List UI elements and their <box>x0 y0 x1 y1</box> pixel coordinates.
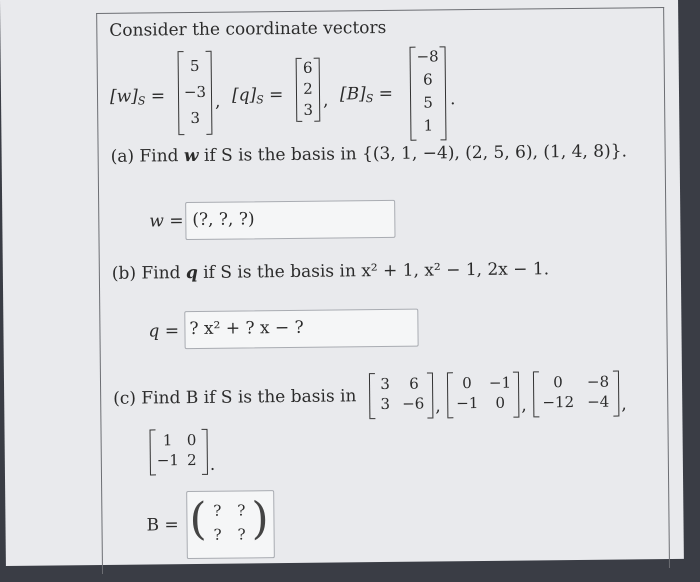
problem-frame <box>96 7 670 574</box>
q-answer-input[interactable] <box>184 309 418 349</box>
basis-matrix-2: 0 −1 −1 0 <box>447 372 519 419</box>
b-vector-matrix: −8 6 5 1 <box>410 46 447 140</box>
basis-matrix-3: 0 −8 −12 −4 <box>533 371 619 418</box>
b-coord-label: $[B]_S$ = <box>339 83 394 106</box>
q-vector-matrix: 6 2 3 <box>296 58 321 122</box>
right-paren: ) <box>251 493 269 545</box>
part-b-prompt: (b) Find q if S is the basis in x² + 1, x² − 1, 2x − 1. <box>111 259 550 284</box>
q-answer-value: ? x² + ? x − ? <box>189 317 304 340</box>
period-2: . <box>209 454 216 475</box>
b-answer-label: B = <box>146 515 179 536</box>
b-answer-input[interactable]: ( ? ? ? ? ) <box>186 490 275 559</box>
comma-3: , <box>435 396 441 417</box>
w-answer-label: w = <box>149 211 184 232</box>
w-coord-label: $[w]_S$ = <box>109 86 166 108</box>
q-coord-label: $[q]_S$ = <box>231 85 284 107</box>
part-a-prompt: (a) Find w if S is the basis in {(3, 1, −4), (2, 5, 6), (1, 4, 8)}. <box>110 141 628 167</box>
period-1: . <box>449 89 456 110</box>
intro-text: Consider the coordinate vectors <box>109 17 387 41</box>
w-vector-matrix: 5 −3 3 <box>178 51 213 135</box>
q-answer-label: q = <box>148 321 180 342</box>
w-answer-input[interactable] <box>185 200 395 240</box>
left-paren: ( <box>189 493 207 546</box>
comma-2: , <box>322 90 329 111</box>
w-answer-value: (?, ?, ?) <box>192 209 255 230</box>
basis-matrix-4: 1 0 −1 2 <box>150 429 208 476</box>
part-c-prompt: (c) Find B if S is the basis in <box>113 386 357 409</box>
basis-matrix-1: 3 6 3 −6 <box>369 372 433 419</box>
comma-4: , <box>521 395 527 416</box>
comma-1: , <box>214 91 221 112</box>
comma-5: , <box>621 394 627 415</box>
